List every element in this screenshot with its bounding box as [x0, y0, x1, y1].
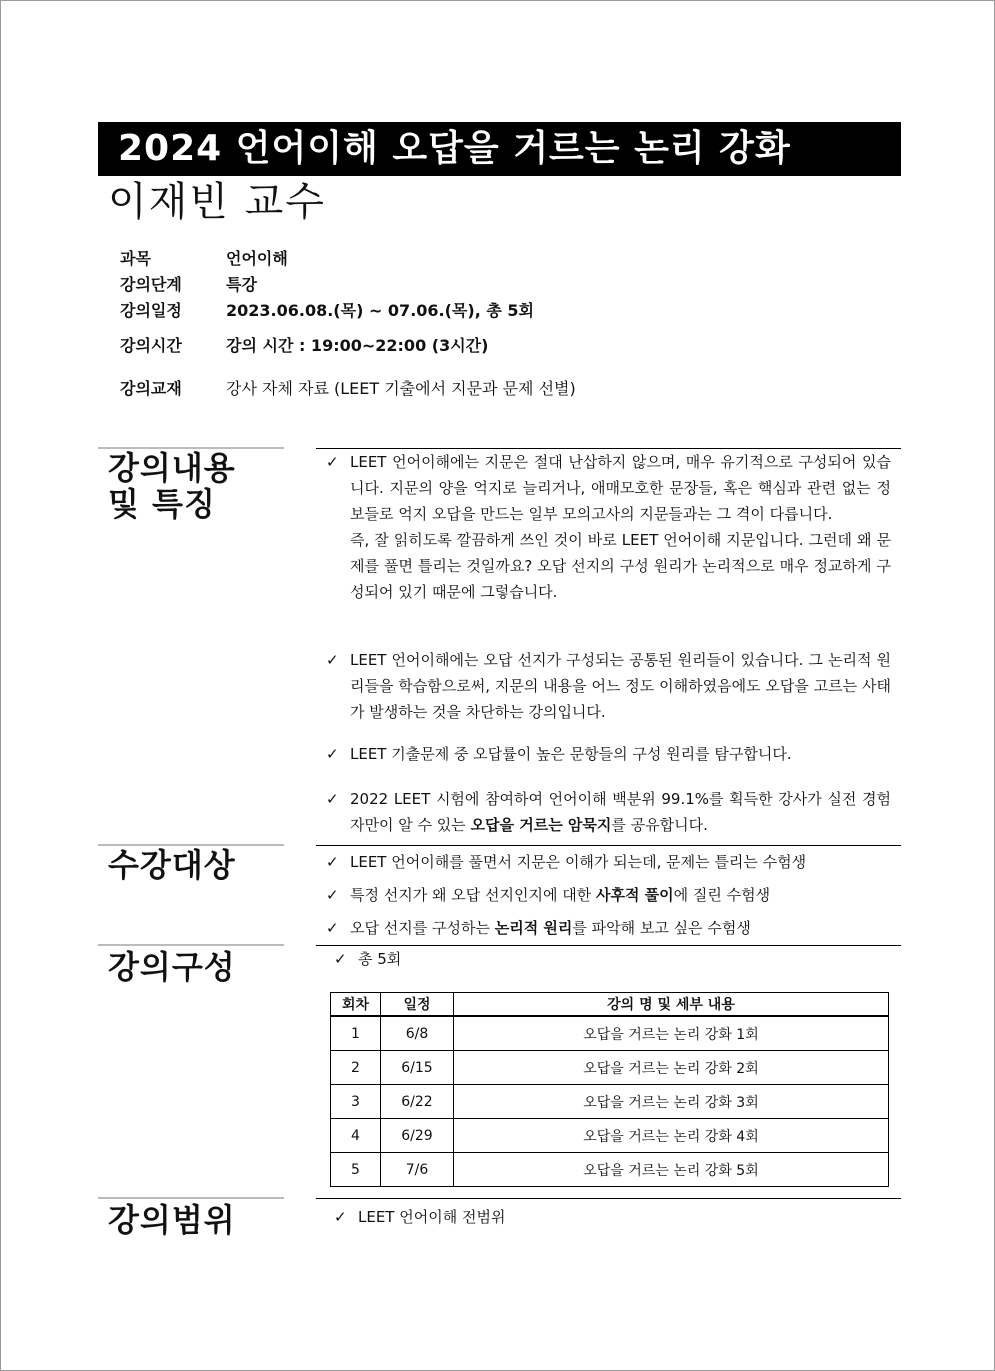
section-title-line: 및 특징	[108, 485, 216, 523]
table-header-row	[331, 993, 889, 1017]
structure-total	[334, 946, 899, 972]
target-item	[326, 915, 891, 941]
table-cell: 7/6	[381, 1153, 454, 1187]
info-row-time	[120, 335, 488, 357]
feature-item	[326, 647, 891, 725]
table-cell: 오답을 거르는 논리 강화 4회	[454, 1119, 889, 1153]
info-value: 언어이해	[226, 249, 288, 268]
target-item	[326, 882, 891, 908]
table-header-cell: 회차	[331, 993, 381, 1017]
section-divider	[316, 1198, 901, 1199]
check-icon: ✓	[326, 745, 339, 763]
table-cell: 6/29	[381, 1119, 454, 1153]
info-label: 강의단계	[120, 275, 182, 294]
scope-text: LEET 언어이해 전범위	[358, 1208, 506, 1226]
table-cell: 오답을 거르는 논리 강화 3회	[454, 1085, 889, 1119]
text-part: 를 파악해 보고 싶은 수험생	[572, 919, 751, 937]
feature-item	[326, 786, 891, 838]
table-row	[331, 1085, 889, 1119]
table-cell: 5	[331, 1153, 381, 1187]
scope-item	[334, 1204, 899, 1230]
feature-text: 즉, 잘 읽히도록 깔끔하게 쓰인 것이 바로 LEET 언어이해 지문입니다. 그런데 왜 문제를 풀면 틀리는 것일까요? 오답 선지의 구성 원리가 논리적으로 매우 정교하게 구성되어 있기 때문에 그렇습니다.	[350, 531, 891, 601]
section-title-line: 강의내용	[108, 449, 236, 487]
table-cell: 2	[331, 1051, 381, 1085]
check-icon: ✓	[326, 853, 339, 871]
table-cell: 1	[331, 1016, 381, 1051]
feature-text: LEET 언어이해에는 오답 선지가 구성되는 공통된 원리들이 있습니다. 그 논리적 원리들을 학습함으로써, 지문의 내용을 어느 정도 이해하였음에도 오답을 고르는 사태가 발생하는 것을 차단하는 강의입니다.	[350, 651, 891, 721]
check-icon: ✓	[334, 950, 347, 968]
info-row-textbook	[120, 378, 576, 400]
info-label: 강의교재	[120, 379, 182, 398]
section-divider	[98, 1197, 284, 1199]
page-title: 2024 언어이해 오답을 거르는 논리 강화	[98, 122, 901, 176]
table-cell: 4	[331, 1119, 381, 1153]
info-value: 강의 시간 : 19:00~22:00 (3시간)	[226, 336, 489, 355]
feature-item	[326, 741, 891, 767]
info-value: 강사 자체 자료 (LEET 기출에서 지문과 문제 선별)	[226, 379, 576, 398]
table-header-cell: 강의 명 및 세부 내용	[454, 993, 889, 1017]
target-text	[326, 882, 891, 908]
text-emphasis: 오답을 거르는 암묵지	[470, 816, 612, 834]
info-label: 강의일정	[120, 301, 182, 320]
section-title-structure: 강의구성	[108, 948, 236, 986]
target-text: LEET 언어이해를 풀면서 지문은 이해가 되는데, 문제는 틀리는 수험생	[350, 853, 807, 871]
text-part: 에 질린 수험생	[673, 886, 771, 904]
target-item	[326, 849, 891, 875]
feature-item	[326, 449, 891, 605]
table-row	[331, 1051, 889, 1085]
text-part: 특정 선지가 왜 오답 선지인지에 대한	[350, 886, 596, 904]
table-cell: 6/15	[381, 1051, 454, 1085]
table-header-cell: 일정	[381, 993, 454, 1017]
info-row-schedule	[120, 300, 534, 322]
table-cell: 3	[331, 1085, 381, 1119]
check-icon: ✓	[334, 1208, 347, 1226]
info-label: 과목	[120, 249, 151, 268]
schedule-table	[330, 992, 889, 1187]
table-cell: 6/22	[381, 1085, 454, 1119]
table-cell: 6/8	[381, 1016, 454, 1051]
check-icon: ✓	[326, 453, 339, 471]
section-divider	[98, 944, 284, 946]
info-value: 2023.06.08.(목) ~ 07.06.(목), 총 5회	[226, 301, 534, 320]
info-row-subject	[120, 248, 288, 270]
table-row	[331, 1153, 889, 1187]
section-divider	[316, 845, 901, 846]
check-icon: ✓	[326, 919, 339, 937]
table-row	[331, 1119, 889, 1153]
target-text	[326, 915, 891, 941]
section-title-features	[108, 450, 236, 522]
professor-name: 이재빈 교수	[108, 179, 326, 225]
info-row-level	[120, 274, 257, 296]
text-emphasis: 논리적 원리	[494, 919, 573, 937]
feature-text: LEET 기출문제 중 오답률이 높은 문항들의 구성 원리를 탐구합니다.	[350, 745, 792, 763]
feature-text: LEET 언어이해에는 지문은 절대 난삽하지 않으며, 매우 유기적으로 구성되어 있습니다. 지문의 양을 억지로 늘리거나, 애매모호한 문장들, 혹은 핵심과 관련 없는 정보들로 억지 오답을 만드는 일부 모의고사의 지문들과는 그 격이 다릅니다.	[350, 453, 891, 523]
section-title-target: 수강대상	[108, 846, 236, 884]
text-emphasis: 사후적 풀이	[595, 886, 674, 904]
table-row	[331, 1016, 889, 1051]
check-icon: ✓	[326, 651, 339, 669]
info-label: 강의시간	[120, 336, 182, 355]
check-icon: ✓	[326, 790, 339, 808]
table-cell: 오답을 거르는 논리 강화 5회	[454, 1153, 889, 1187]
check-icon: ✓	[326, 886, 339, 904]
text-part: 2022 LEET 시험에 참여하여 언어이해 백분위 99.1%를 획득한 강사가 실전 경험자만이 알 수 있는	[350, 790, 891, 834]
section-title-scope: 강의범위	[108, 1201, 236, 1239]
info-value: 특강	[226, 275, 257, 294]
feature-text	[326, 786, 891, 838]
structure-total-text: 총 5회	[358, 950, 402, 968]
text-part: 를 공유합니다.	[611, 816, 708, 834]
table-cell: 오답을 거르는 논리 강화 1회	[454, 1016, 889, 1051]
table-cell: 오답을 거르는 논리 강화 2회	[454, 1051, 889, 1085]
text-part: 오답 선지를 구성하는	[350, 919, 495, 937]
